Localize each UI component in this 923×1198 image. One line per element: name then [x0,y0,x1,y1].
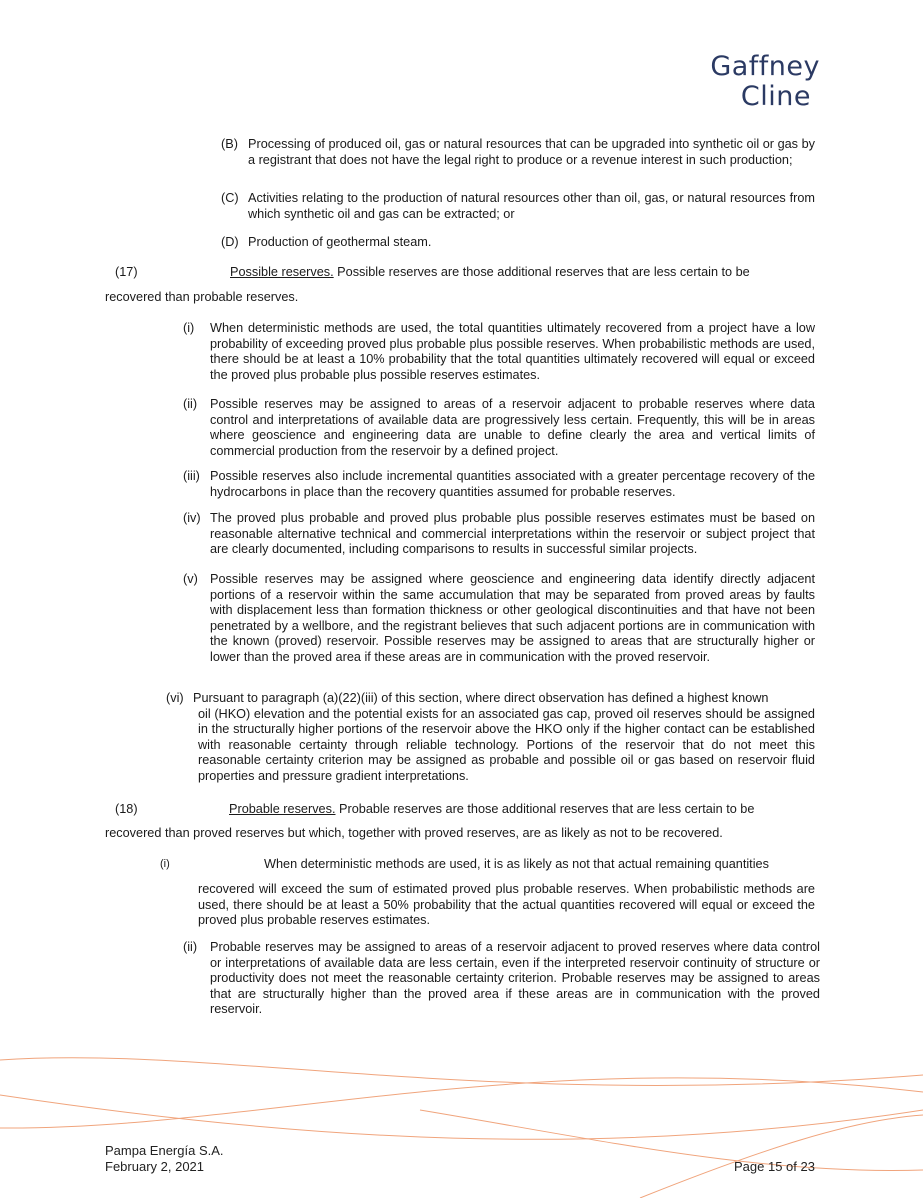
item-c-text: Activities relating to the production of natural resources other than oil, gas, or natural resources from which synthetic oil and gas can be extracted; or [248,191,815,221]
s17-item-iv-text: The proved plus probable and proved plus probable plus possible reserves estimates must be based on reasonable alternative technical and commercial interpretations within the reservoir or subject project that are clearly documented, including comparisons to results in successful similar projects. [210,511,815,557]
s17-item-i-label: (i) [183,321,195,335]
section-18-intro-rest: Probable reserves are those additional reserves that are less certain to be [335,802,755,816]
section-17-intro-rest: Possible reserves are those additional reserves that are less certain to be [333,265,750,279]
logo-line-1: Gaffney [710,51,820,82]
s17-item-iii-label: (iii) [183,469,200,483]
item-c-label: (C) [221,191,239,205]
section-18-heading: Probable reserves. [229,802,336,816]
footer-date: February 2, 2021 [105,1159,205,1174]
item-d-text: Production of geothermal steam. [248,235,432,249]
s17-item-v-label: (v) [183,572,198,586]
section-18-number: (18) [115,802,138,816]
item-b-text: Processing of produced oil, gas or natural resources that can be upgraded into synthetic oil or gas by a registrant that does not have the legal right to produce or a revenue interest in such production; [248,137,815,167]
s17-item-vi-label: (vi) [166,691,184,705]
s17-item-ii-label: (ii) [183,397,198,411]
s17-item-v-text: Possible reserves may be assigned where geoscience and engineering data identify directly adjacent portions of a reservoir within the same accumulation that may be separated from proved areas by faults with displacement less than formation thickness or other geological discontinuities and that have not been penetrated by a wellbore, and the registrant believes that such adjacent portions are in communication with the known (proved) reservoir. Possible reserves may be assigned to areas that are structurally higher or lower than the proved area if these areas are in communication with the proved reservoir. [210,572,815,664]
footer-page-number: Page 15 of 23 [734,1159,815,1174]
section-17-intro-cont: recovered than probable reserves. [105,290,299,304]
s17-item-iii-text: Possible reserves also include incremental quantities associated with a greater percentage recovery of the hydrocarbons in place than the recovery quantities assumed for probable reserves. [210,469,815,499]
item-b-label: (B) [221,137,238,151]
s17-item-vi-first-line: Pursuant to paragraph (a)(22)(iii) of this section, where direct observation has defined a highest known [193,691,769,705]
s17-item-i-text: When deterministic methods are used, the total quantities ultimately recovered from a project have a low probability of exceeding proved plus probable plus possible reserves. When probabilistic methods are used, there should be at least a 10% probability that the total quantities ultimately recovered will equal or exceed the proved plus probable plus possible reserves estimates. [210,321,815,382]
s18-item-i-rest: recovered will exceed the sum of estimated proved plus probable reserves. When probabilistic methods are used, there should be at least a 50% probability that the actual quantities recovered will equal or exceed the proved plus probable reserves estimates. [198,882,815,928]
wave-line-2 [0,1078,923,1128]
s18-item-ii-label: (ii) [183,940,198,954]
s17-item-iv-label: (iv) [183,511,201,525]
section-17-number: (17) [115,265,138,279]
s18-item-i-label: (i) [160,858,170,870]
s17-item-ii-text: Possible reserves may be assigned to areas of a reservoir adjacent to probable reserves where data control and interpretations of available data are progressively less certain. Frequently, this will be in areas where geoscience and engineering data are unable to define clearly the area and vertical limits of commercial production from the reservoir by a defined project. [210,397,815,458]
s17-item-vi-rest: oil (HKO) elevation and the potential exists for an associated gas cap, proved oil reserves should be assigned in the structurally higher portions of the reservoir above the HKO only if the higher contact can be established with reasonable certainty through reliable technology. Portions of the reservoir that do not meet this reasonable certainty criterion may be assigned as probable and possible oil or gas based on reservoir fluid properties and pressure gradient interpretations. [198,706,815,783]
logo-line-2: Cline [740,81,811,112]
wave-line-1 [0,1058,923,1086]
footer-company: Pampa Energía S.A. [105,1143,224,1158]
s18-item-ii-text: Probable reserves may be assigned to areas of a reservoir adjacent to proved reserves where data control or interpretations of available data are less certain, even if the interpreted reservoir continuity of structure or productivity does not meet the reasonable certainty criterion. Probable reserves may be assigned to areas that are structurally higher than the proved area if these areas are in communication with the proved reservoir. [210,940,820,1017]
s18-item-i-first-line: When deterministic methods are used, it is as likely as not that actual remaining quantities [264,857,769,871]
wave-line-4 [420,1110,923,1170]
section-18-intro-cont: recovered than proved reserves but which, together with proved reserves, are as likely as not to be recovered. [105,826,723,840]
section-17-heading: Possible reserves. [230,265,334,279]
item-d-label: (D) [221,235,239,249]
